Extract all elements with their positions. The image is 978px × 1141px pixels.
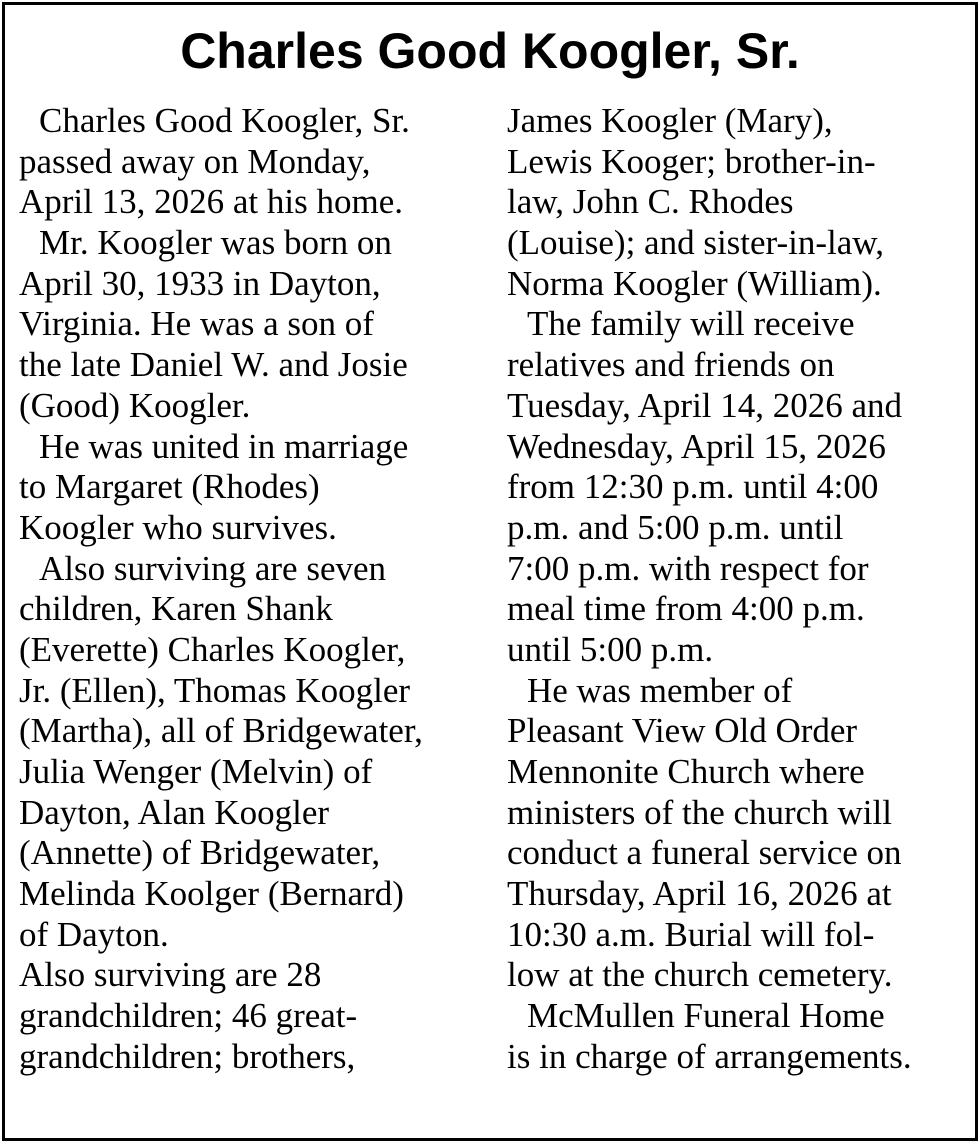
text-line: low at the church cemetery. [507, 955, 893, 995]
text-line: grandchildren; 46 great- [19, 996, 358, 1036]
text-line: Wednesday, April 15, 2026 [507, 426, 886, 466]
text-line: 7:00 p.m. with respect for [507, 548, 869, 588]
text-line: Melinda Koolger (Bernard) [19, 874, 404, 914]
right-column [507, 101, 969, 1078]
text-line: (Good) Koogler. [19, 385, 251, 425]
text-line: is in charge of arrangements. [507, 1036, 912, 1076]
text-line: McMullen Funeral Home [527, 996, 885, 1036]
text-line: to Margaret (Rhodes) [19, 467, 320, 507]
text-line: passed away on Monday, [19, 141, 371, 181]
text-line: Koogler who survives. [19, 507, 337, 547]
text-line: (Everette) Charles Koogler, [19, 629, 406, 669]
text-line: until 5:00 p.m. [507, 629, 714, 669]
text-line: Lewis Kooger; brother-in- [507, 141, 876, 181]
text-line: law, John C. Rhodes [507, 182, 794, 222]
text-line: April 13, 2026 at his home. [19, 182, 403, 222]
text-line: The family will receive [527, 304, 855, 344]
text-line: conduct a funeral service on [507, 833, 902, 873]
text-line: Pleasant View Old Order [507, 711, 858, 751]
text-line: p.m. and 5:00 p.m. until [507, 507, 844, 547]
text-line: Mennonite Church where [507, 752, 865, 791]
text-line: Mr. Koogler was born on [39, 223, 392, 263]
text-line: 10:30 a.m. Burial will fol- [507, 914, 875, 954]
text-line: (Louise); and sister-in-law, [507, 223, 885, 263]
text-line: Thursday, April 16, 2026 at [507, 874, 892, 914]
text-line: He was united in marriage [39, 426, 409, 466]
text-line: Dayton, Alan Koogler [19, 792, 330, 832]
obituary-frame [2, 2, 978, 1141]
text-line: Also surviving are seven [39, 548, 387, 588]
left-column [19, 101, 489, 1078]
text-line: meal time from 4:00 p.m. [507, 589, 865, 629]
text-line: Also surviving are 28 [19, 955, 322, 995]
obituary-title: Charles Good Koogler, Sr. [180, 23, 800, 79]
text-line: Tuesday, April 14, 2026 and [507, 385, 903, 425]
text-line: April 30, 1933 in Dayton, [19, 263, 381, 303]
text-line: of Dayton. [19, 914, 169, 954]
text-line: He was member of [527, 670, 793, 710]
text-line: Virginia. He was a son of [19, 304, 374, 344]
text-line: the late Daniel W. and Josie [19, 345, 408, 385]
text-line: children, Karen Shank [19, 589, 333, 629]
text-line: from 12:30 p.m. until 4:00 [507, 467, 879, 507]
text-line: Charles Good Koogler, Sr. [39, 101, 410, 140]
text-line: Jr. (Ellen), Thomas Koogler [19, 670, 411, 710]
text-line: (Martha), all of Bridgewater, [19, 711, 423, 751]
text-line: relatives and friends on [507, 345, 835, 385]
text-line: James Koogler (Mary), [507, 101, 833, 140]
text-line: grandchildren; brothers, [19, 1036, 356, 1076]
text-line: ministers of the church will [507, 792, 892, 832]
text-line: Norma Koogler (William). [507, 263, 882, 303]
text-line: (Annette) of Bridgewater, [19, 833, 381, 873]
text-line: Julia Wenger (Melvin) of [19, 752, 373, 791]
